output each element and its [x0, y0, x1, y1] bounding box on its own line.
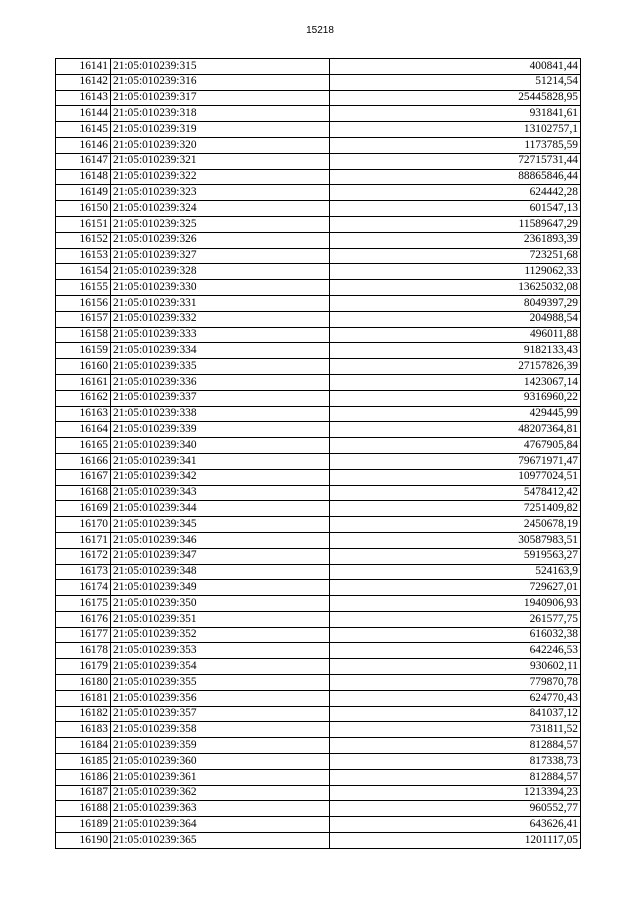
cadastral-value-cell: 723251,68 [330, 248, 581, 264]
row-number-cell: 16184 [56, 738, 111, 754]
table-row [56, 675, 581, 691]
cadastral-number-cell: 21:05:010239:336 [111, 374, 330, 390]
row-number-cell: 16149 [56, 185, 111, 201]
row-number-cell: 16177 [56, 627, 111, 643]
cadastral-value-cell: 79671971,47 [330, 453, 581, 469]
cadastral-value-cell: 11589647,29 [330, 216, 581, 232]
table-row [56, 232, 581, 248]
cadastral-number-cell: 21:05:010239:353 [111, 643, 330, 659]
cadastral-number-cell: 21:05:010239:352 [111, 627, 330, 643]
cadastral-number-cell: 21:05:010239:325 [111, 216, 330, 232]
cadastral-value-cell: 643626,41 [330, 817, 581, 833]
table-row [56, 596, 581, 612]
row-number-cell: 16152 [56, 232, 111, 248]
table-row [56, 264, 581, 280]
cadastral-number-cell: 21:05:010239:346 [111, 532, 330, 548]
row-number-cell: 16157 [56, 311, 111, 327]
cadastral-value-cell: 4767905,84 [330, 438, 581, 454]
cadastral-value-cell: 51214,54 [330, 74, 581, 90]
table-row [56, 422, 581, 438]
cadastral-value-cell: 817338,73 [330, 754, 581, 770]
cadastral-number-cell: 21:05:010239:363 [111, 801, 330, 817]
table-row [56, 137, 581, 153]
table-row [56, 627, 581, 643]
table-body [56, 59, 581, 849]
cadastral-value-cell: 1201117,05 [330, 833, 581, 849]
cadastral-number-cell: 21:05:010239:320 [111, 137, 330, 153]
cadastral-number-cell: 21:05:010239:317 [111, 90, 330, 106]
row-number-cell: 16190 [56, 833, 111, 849]
cadastral-value-cell: 8049397,29 [330, 295, 581, 311]
cadastral-value-cell: 2450678,19 [330, 517, 581, 533]
cadastral-number-cell: 21:05:010239:349 [111, 580, 330, 596]
cadastral-number-cell: 21:05:010239:359 [111, 738, 330, 754]
table-row [56, 548, 581, 564]
cadastral-number-cell: 21:05:010239:350 [111, 596, 330, 612]
cadastral-number-cell: 21:05:010239:319 [111, 122, 330, 138]
table-row [56, 769, 581, 785]
table-row [56, 738, 581, 754]
row-number-cell: 16151 [56, 216, 111, 232]
table-row [56, 722, 581, 738]
table-row [56, 248, 581, 264]
table-row [56, 817, 581, 833]
cadastral-number-cell: 21:05:010239:323 [111, 185, 330, 201]
cadastral-number-cell: 21:05:010239:316 [111, 74, 330, 90]
cadastral-value-cell: 72715731,44 [330, 153, 581, 169]
row-number-cell: 16176 [56, 611, 111, 627]
cadastral-number-cell: 21:05:010239:362 [111, 785, 330, 801]
cadastral-value-cell: 9182133,43 [330, 343, 581, 359]
row-number-cell: 16186 [56, 769, 111, 785]
cadastral-number-cell: 21:05:010239:334 [111, 343, 330, 359]
cadastral-number-cell: 21:05:010239:324 [111, 201, 330, 217]
cadastral-value-cell: 841037,12 [330, 706, 581, 722]
table-row [56, 833, 581, 849]
cadastral-number-cell: 21:05:010239:348 [111, 564, 330, 580]
table-row [56, 611, 581, 627]
table-row [56, 327, 581, 343]
cadastral-value-cell: 930602,11 [330, 659, 581, 675]
cadastral-number-cell: 21:05:010239:315 [111, 59, 330, 75]
cadastral-number-cell: 21:05:010239:318 [111, 106, 330, 122]
table-row [56, 122, 581, 138]
cadastral-value-cell: 7251409,82 [330, 501, 581, 517]
cadastral-value-cell: 10977024,51 [330, 469, 581, 485]
cadastral-value-cell: 48207364,81 [330, 422, 581, 438]
cadastral-value-cell: 88865846,44 [330, 169, 581, 185]
table-row [56, 469, 581, 485]
row-number-cell: 16143 [56, 90, 111, 106]
cadastral-number-cell: 21:05:010239:364 [111, 817, 330, 833]
table-row [56, 564, 581, 580]
row-number-cell: 16147 [56, 153, 111, 169]
row-number-cell: 16169 [56, 501, 111, 517]
cadastral-value-cell: 624770,43 [330, 690, 581, 706]
cadastral-number-cell: 21:05:010239:330 [111, 280, 330, 296]
table-row [56, 438, 581, 454]
row-number-cell: 16162 [56, 390, 111, 406]
table-row [56, 59, 581, 75]
row-number-cell: 16188 [56, 801, 111, 817]
cadastral-number-cell: 21:05:010239:331 [111, 295, 330, 311]
cadastral-value-cell: 524163,9 [330, 564, 581, 580]
cadastral-number-cell: 21:05:010239:344 [111, 501, 330, 517]
cadastral-number-cell: 21:05:010239:333 [111, 327, 330, 343]
cadastral-value-cell: 204988,54 [330, 311, 581, 327]
table-row [56, 153, 581, 169]
cadastral-value-cell: 931841,61 [330, 106, 581, 122]
cadastral-value-cell: 624442,28 [330, 185, 581, 201]
table-row [56, 532, 581, 548]
cadastral-number-cell: 21:05:010239:354 [111, 659, 330, 675]
row-number-cell: 16156 [56, 295, 111, 311]
row-number-cell: 16141 [56, 59, 111, 75]
row-number-cell: 16150 [56, 201, 111, 217]
table-row [56, 501, 581, 517]
table-row [56, 801, 581, 817]
row-number-cell: 16148 [56, 169, 111, 185]
cadastral-value-cell: 9316960,22 [330, 390, 581, 406]
cadastral-number-cell: 21:05:010239:337 [111, 390, 330, 406]
row-number-cell: 16183 [56, 722, 111, 738]
table-row [56, 406, 581, 422]
cadastral-value-cell: 496011,88 [330, 327, 581, 343]
cadastral-number-cell: 21:05:010239:360 [111, 754, 330, 770]
table-row [56, 754, 581, 770]
table-row [56, 359, 581, 375]
row-number-cell: 16172 [56, 548, 111, 564]
row-number-cell: 16166 [56, 453, 111, 469]
cadastral-number-cell: 21:05:010239:345 [111, 517, 330, 533]
cadastral-number-cell: 21:05:010239:357 [111, 706, 330, 722]
row-number-cell: 16170 [56, 517, 111, 533]
cadastral-number-cell: 21:05:010239:341 [111, 453, 330, 469]
cadastral-number-cell: 21:05:010239:361 [111, 769, 330, 785]
row-number-cell: 16161 [56, 374, 111, 390]
row-number-cell: 16181 [56, 690, 111, 706]
table-row [56, 580, 581, 596]
table-row [56, 659, 581, 675]
table-row [56, 280, 581, 296]
cadastral-value-cell: 13625032,08 [330, 280, 581, 296]
cadastral-value-cell: 1173785,59 [330, 137, 581, 153]
cadastral-value-cell: 1129062,33 [330, 264, 581, 280]
row-number-cell: 16185 [56, 754, 111, 770]
cadastral-value-cell: 812884,57 [330, 769, 581, 785]
table-row [56, 453, 581, 469]
cadastral-number-cell: 21:05:010239:332 [111, 311, 330, 327]
table-row [56, 343, 581, 359]
cadastral-value-cell: 5919563,27 [330, 548, 581, 564]
cadastral-number-cell: 21:05:010239:365 [111, 833, 330, 849]
cadastral-number-cell: 21:05:010239:342 [111, 469, 330, 485]
table-row [56, 216, 581, 232]
row-number-cell: 16187 [56, 785, 111, 801]
cadastral-value-cell: 2361893,39 [330, 232, 581, 248]
table-row [56, 690, 581, 706]
cadastral-value-cell: 1940906,93 [330, 596, 581, 612]
cadastral-value-cell: 779870,78 [330, 675, 581, 691]
row-number-cell: 16142 [56, 74, 111, 90]
row-number-cell: 16179 [56, 659, 111, 675]
cadastral-value-cell: 729627,01 [330, 580, 581, 596]
cadastral-value-cell: 616032,38 [330, 627, 581, 643]
table-row [56, 706, 581, 722]
cadastral-number-cell: 21:05:010239:340 [111, 438, 330, 454]
row-number-cell: 16160 [56, 359, 111, 375]
table-row [56, 785, 581, 801]
cadastral-value-table [55, 58, 581, 849]
table-row [56, 517, 581, 533]
cadastral-value-cell: 812884,57 [330, 738, 581, 754]
cadastral-value-cell: 30587983,51 [330, 532, 581, 548]
cadastral-number-cell: 21:05:010239:347 [111, 548, 330, 564]
cadastral-number-cell: 21:05:010239:358 [111, 722, 330, 738]
row-number-cell: 16182 [56, 706, 111, 722]
cadastral-value-cell: 25445828,95 [330, 90, 581, 106]
cadastral-value-cell: 261577,75 [330, 611, 581, 627]
row-number-cell: 16168 [56, 485, 111, 501]
cadastral-value-cell: 400841,44 [330, 59, 581, 75]
row-number-cell: 16158 [56, 327, 111, 343]
row-number-cell: 16171 [56, 532, 111, 548]
cadastral-value-cell: 13102757,1 [330, 122, 581, 138]
cadastral-value-cell: 429445,99 [330, 406, 581, 422]
table-row [56, 185, 581, 201]
cadastral-value-cell: 731811,52 [330, 722, 581, 738]
table-row [56, 374, 581, 390]
cadastral-number-cell: 21:05:010239:339 [111, 422, 330, 438]
cadastral-number-cell: 21:05:010239:321 [111, 153, 330, 169]
table-row [56, 485, 581, 501]
row-number-cell: 16145 [56, 122, 111, 138]
cadastral-value-cell: 960552,77 [330, 801, 581, 817]
cadastral-value-cell: 5478412,42 [330, 485, 581, 501]
cadastral-number-cell: 21:05:010239:328 [111, 264, 330, 280]
row-number-cell: 16173 [56, 564, 111, 580]
cadastral-number-cell: 21:05:010239:338 [111, 406, 330, 422]
cadastral-number-cell: 21:05:010239:355 [111, 675, 330, 691]
table-row [56, 90, 581, 106]
row-number-cell: 16175 [56, 596, 111, 612]
row-number-cell: 16159 [56, 343, 111, 359]
row-number-cell: 16164 [56, 422, 111, 438]
row-number-cell: 16163 [56, 406, 111, 422]
cadastral-number-cell: 21:05:010239:326 [111, 232, 330, 248]
cadastral-value-cell: 601547,13 [330, 201, 581, 217]
row-number-cell: 16146 [56, 137, 111, 153]
cadastral-value-cell: 27157826,39 [330, 359, 581, 375]
cadastral-value-cell: 642246,53 [330, 643, 581, 659]
table-row [56, 643, 581, 659]
table-row [56, 390, 581, 406]
row-number-cell: 16167 [56, 469, 111, 485]
row-number-cell: 16174 [56, 580, 111, 596]
cadastral-number-cell: 21:05:010239:351 [111, 611, 330, 627]
row-number-cell: 16153 [56, 248, 111, 264]
row-number-cell: 16178 [56, 643, 111, 659]
row-number-cell: 16155 [56, 280, 111, 296]
table-row [56, 295, 581, 311]
row-number-cell: 16180 [56, 675, 111, 691]
page-number: 15218 [306, 25, 334, 36]
table-row [56, 201, 581, 217]
table-row [56, 74, 581, 90]
table-row [56, 169, 581, 185]
cadastral-number-cell: 21:05:010239:322 [111, 169, 330, 185]
cadastral-number-cell: 21:05:010239:335 [111, 359, 330, 375]
table-row [56, 106, 581, 122]
row-number-cell: 16189 [56, 817, 111, 833]
cadastral-number-cell: 21:05:010239:343 [111, 485, 330, 501]
row-number-cell: 16165 [56, 438, 111, 454]
cadastral-value-cell: 1423067,14 [330, 374, 581, 390]
cadastral-number-cell: 21:05:010239:356 [111, 690, 330, 706]
table-row [56, 311, 581, 327]
row-number-cell: 16144 [56, 106, 111, 122]
row-number-cell: 16154 [56, 264, 111, 280]
cadastral-value-cell: 1213394,23 [330, 785, 581, 801]
cadastral-number-cell: 21:05:010239:327 [111, 248, 330, 264]
